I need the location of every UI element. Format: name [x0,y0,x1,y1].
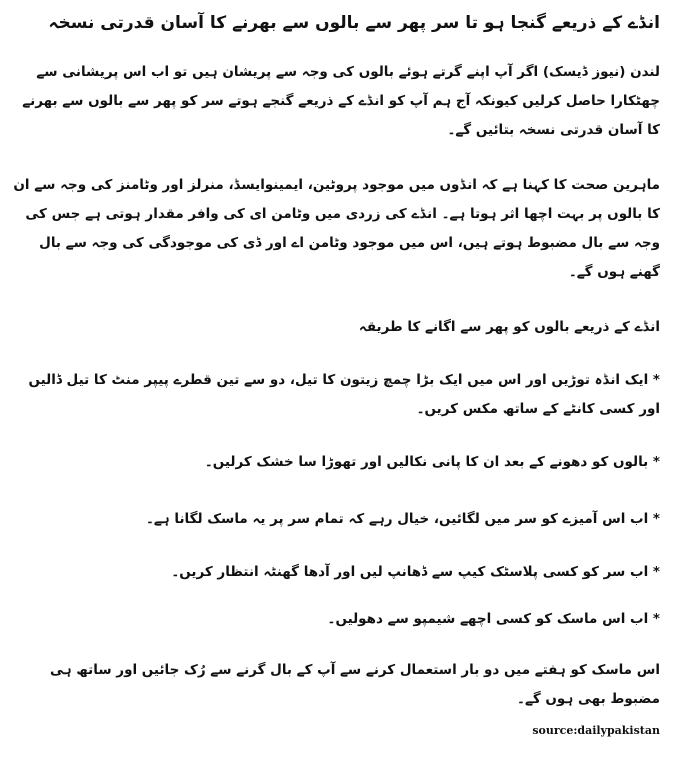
step-item: * اب اس آمیزے کو سر میں لگائیں، خیال رہے کہ تمام سر پر یہ ماسک لگانا ہے۔ [145,511,660,527]
step-item: * اب اس ماسک کو کسی اچھے شیمپو سے دھولیں۔ [327,611,660,627]
experts-paragraph: ماہرین صحت کا کہنا ہے کہ انڈوں میں موجود پروٹین، ایمینوایسڈ، منرلز اور وٹامنز کی وجہ سے ان کا بالوں پر بہت اچھا اثر ہوتا ہے۔ انڈے کی زردی میں وٹامن ای کی وافر مقدار ہوتی ہے جس کی وجہ سے بال مضبوط ہوتے ہیں، اس میں موجود وٹامن اے اور ڈی کی موجودگی کی وجہ سے بال گھنے ہوں گے۔ [13,177,660,280]
method-heading: انڈے کے ذریعے بالوں کو پھر سے اگانے کا طریقہ [358,319,660,335]
step-item: * ایک انڈہ توڑیں اور اس میں ایک بڑا چمچ زیتون کا تیل، دو سے تین قطرے پیپر منٹ کا تیل ڈالیں اور کسی کانٹے کے ساتھ مکس کریں۔ [28,372,660,417]
closing-paragraph: اس ماسک کو ہفتے میں دو بار استعمال کرنے سے آپ کے بال گرنے سے رُک جائیں اور ساتھ ہی مضبوط بھی ہوں گے۔ [50,662,660,707]
intro-paragraph: لندن (نیوز ڈیسک) اگر آپ اپنے گرتے ہوئے بالوں کی وجہ سے پریشان ہیں تو اب اس پریشانی سے چھٹکارا حاصل کرلیں کیونکہ آج ہم آپ کو انڈے کے ذریعے گنجے ہوتے سر کو پھر سے بالوں سے بھرنے کا آسان قدرتی نسخہ بتائیں گے۔ [22,64,660,138]
source-credit: source:dailypakistan [532,724,660,737]
article-body [12,0,660,714]
article-title: انڈے کے ذریعے گنجا ہو تا سر پھر سے بالوں سے بھرنے کا آسان قدرتی نسخہ [48,13,660,33]
step-item: * اب سر کو کسی پلاسٹک کیپ سے ڈھانپ لیں اور آدھا گھنٹہ انتظار کریں۔ [171,564,660,580]
step-item: * بالوں کو دھونے کے بعد ان کا پانی نکالیں اور تھوڑا سا خشک کرلیں۔ [204,454,660,470]
